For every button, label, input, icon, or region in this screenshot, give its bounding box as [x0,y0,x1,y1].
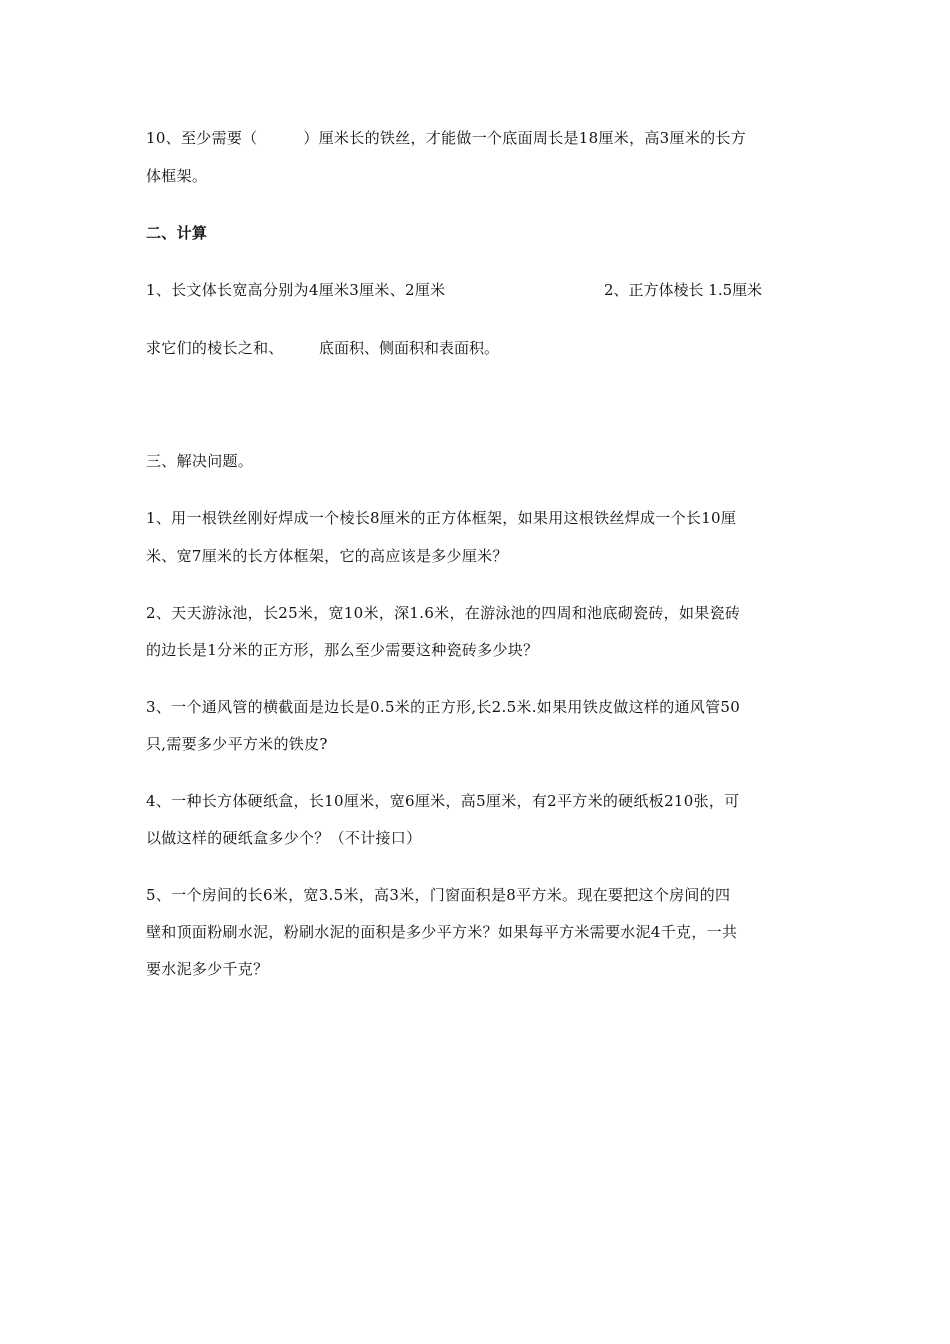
problem-2-line-2: 的边长是1分米的正方形，那么至少需要这种瓷砖多少块？ [146,641,539,659]
problem-5-line-1: 5、一个房间的长6米，宽3.5米，高3米，门窗面积是8平方米。现在要把这个房间的四 [146,886,731,904]
calc-question-2-line-2: 底面积、侧面积和表面积。 [319,339,500,357]
calc-question-1-line-1: 1、长文体长宽高分别为4厘米3厘米、2厘米 [146,281,446,299]
problem-4-line-2: 以做这样的硬纸盒多少个？（不计接口） [146,829,422,847]
problem-5-line-2: 壁和顶面粉刷水泥，粉刷水泥的面积是多少平方米？如果每平方米需要水泥4千克，一共 [146,923,738,941]
problem-3-line-2: 只,需要多少平方米的铁皮? [146,735,328,753]
question-10-line-1: 10、至少需要（ ）厘米长的铁丝，才能做一个底面周长是18厘米，高3厘米的长方 [146,129,747,147]
problem-1-line-1: 1、用一根铁丝刚好焊成一个棱长8厘米的正方体框架，如果用这根铁丝焊成一个长10厘 [146,509,737,527]
problem-4-line-1: 4、一种长方体硬纸盒，长10厘米，宽6厘米，高5厘米，有2平方米的硬纸板210张，可 [146,792,740,810]
question-10-line-2: 体框架。 [146,167,208,185]
problem-1-line-2: 米、宽7厘米的长方体框架，它的高应该是多少厘米？ [146,547,508,565]
calc-question-1-line-2: 求它们的棱长之和、 [146,339,284,357]
section-3-heading: 三、解决问题。 [146,452,254,470]
calc-question-2-line-1: 2、正方体棱长 1.5厘米 [604,281,763,299]
problem-3-line-1: 3、一个通风管的横截面是边长是0.5米的正方形,长2.5米.如果用铁皮做这样的通风管50 [146,698,741,716]
section-2-heading: 二、计算 [146,224,208,242]
problem-5-line-3: 要水泥多少千克？ [146,960,269,978]
problem-2-line-1: 2、天天游泳池，长25米，宽10米，深1.6米，在游泳池的四周和池底砌瓷砖，如果瓷砖 [146,604,741,622]
